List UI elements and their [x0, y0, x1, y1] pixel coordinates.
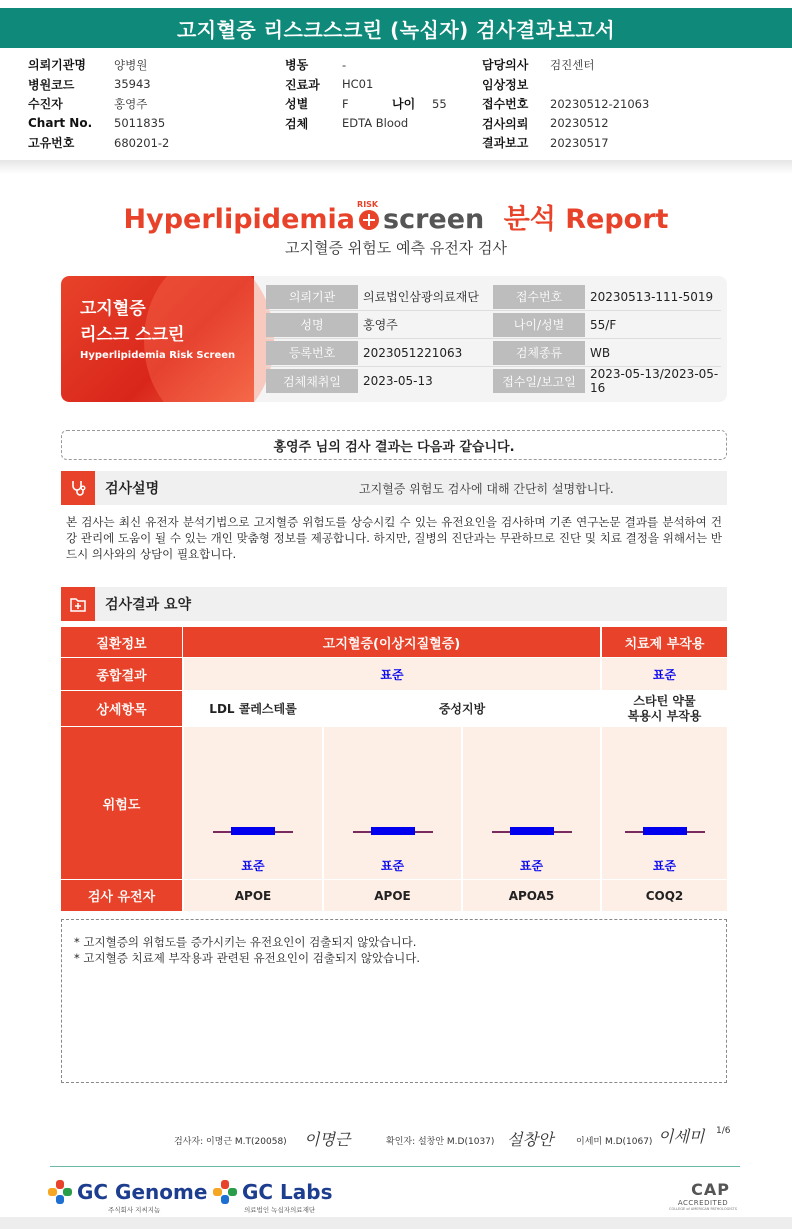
info-value: 홍영주: [363, 318, 398, 332]
header-label: 담당의사: [482, 58, 529, 73]
report-logo: [0, 197, 792, 236]
info-label: 검체채취일: [266, 369, 358, 393]
gc-cross-icon: [213, 1180, 237, 1204]
info-label: 등록번호: [266, 341, 358, 365]
header-value: 양병원: [114, 57, 148, 72]
header-value: 680201-2: [114, 135, 170, 150]
brand-subtitle: 의료법인 녹십자의료재단: [244, 1206, 316, 1214]
side-effect-header: 치료제 부작용: [600, 627, 727, 658]
header-label: 검체: [285, 116, 309, 131]
risk-gauge: [353, 831, 433, 833]
page-number: 1/6: [716, 1126, 731, 1136]
info-value: 55/F: [590, 317, 617, 332]
logo-report: 분석 Report: [503, 204, 669, 235]
banner-title-en: Hyperlipidemia Risk Screen: [80, 350, 236, 361]
header-col-2: [285, 55, 447, 133]
cap-org: COLLEGE of AMERICAN PATHOLOGISTS: [669, 1207, 737, 1211]
risk-gauge: [625, 831, 705, 833]
header-label: Chart No.: [28, 116, 93, 131]
risk-gauge: [213, 831, 293, 833]
logo-risk: RISK: [357, 200, 379, 209]
tester-info: 검사자: 이명근 M.T(20058): [174, 1137, 287, 1147]
risk-gauge-level: [510, 827, 554, 835]
patient-info-table: [266, 283, 721, 395]
result-notes: [61, 919, 727, 1083]
overall-result-main: 표준: [182, 658, 600, 691]
detail-statin: [600, 691, 727, 727]
header-label: 수진자: [28, 97, 63, 112]
header-label: 의뢰기관명: [28, 58, 86, 73]
header-label: 임상정보: [482, 77, 529, 92]
info-label: 접수일/보고일: [493, 369, 585, 393]
header-label: 결과보고: [482, 136, 529, 151]
header-divider: [0, 160, 792, 174]
header-value: 35943: [114, 77, 151, 92]
third-signature: 이세미: [658, 1127, 705, 1146]
header-value: 20230512-21063: [550, 96, 650, 111]
risk-cell: [600, 727, 727, 880]
header-value: HC01: [342, 77, 374, 92]
risk-label: 표준: [380, 859, 405, 873]
result-summary-table: [61, 627, 727, 912]
table-row: [61, 627, 727, 658]
gc-labs-logo: [213, 1180, 333, 1204]
confirmer-signature: 설창안: [507, 1130, 554, 1149]
third-signer-info: 이세미 M.D(1067): [576, 1137, 653, 1147]
info-label: 성명: [266, 313, 358, 337]
header-value: 20230517: [550, 135, 609, 150]
patient-info-row: [266, 367, 721, 395]
table-row: [61, 727, 727, 880]
info-label: 나이/성별: [493, 313, 585, 337]
header-label: 병동: [285, 58, 309, 73]
risk-gauge-level: [371, 827, 415, 835]
header-value: 5011835: [114, 116, 166, 131]
note-line: * 고지혈증의 위험도를 증가시키는 유전요인이 검출되지 않았습니다.: [74, 935, 417, 949]
brand-name: GC Labs: [242, 1180, 333, 1204]
header-value: EDTA Blood: [342, 116, 409, 131]
header-label: 검사의뢰: [482, 116, 529, 131]
risk-label: 표준: [652, 859, 677, 873]
table-row: [61, 691, 727, 727]
gc-cross-icon: [48, 1180, 72, 1204]
cap-accredited: ACCREDITED: [677, 1199, 729, 1207]
age-value: 55: [432, 96, 447, 111]
confirmer-info: 확인자: 설창안 M.D(1037): [386, 1137, 495, 1147]
gene-cell: APOA5: [461, 880, 600, 912]
detail-statin-line-1: 스타틴 약물: [633, 693, 696, 708]
section-result-summary: [61, 587, 727, 621]
patient-info-row: [266, 283, 721, 311]
overall-result-side: 표준: [600, 658, 727, 691]
footer-divider: [50, 1166, 740, 1167]
patient-card: [61, 276, 727, 402]
report-title: 고지혈증 리스크스크린 (녹십자) 검사결과보고서: [0, 8, 792, 48]
patient-info-row: [266, 339, 721, 367]
risk-cell: [322, 727, 461, 880]
row-label: 검사 유전자: [61, 880, 182, 912]
logo-screen: screen: [383, 204, 485, 235]
brand-name: GC Genome: [77, 1180, 208, 1204]
row-label: 질환정보: [61, 627, 182, 658]
header-label: 고유번호: [28, 136, 75, 151]
section-description: 고지혈증 위험도 검사에 대해 간단히 설명합니다.: [359, 481, 614, 496]
header-col-3: [482, 55, 649, 153]
row-label: 위험도: [61, 727, 182, 880]
info-label: 검체종류: [493, 341, 585, 365]
header-col-1: [28, 55, 169, 153]
cap-title: CAP: [691, 1180, 730, 1199]
detail-ldl: LDL 콜레스테롤: [182, 691, 322, 727]
section-test-description: [61, 471, 727, 505]
risk-gauge-level: [643, 827, 687, 835]
header-label: 병원코드: [28, 77, 75, 92]
age-label: 나이: [392, 97, 416, 112]
table-row: [61, 658, 727, 691]
cap-accredited-logo: [668, 1180, 738, 1211]
info-label: 접수번호: [493, 285, 585, 309]
header-value: 검진센터: [550, 57, 595, 72]
brand-subtitle: 주식회사 지씨지놈: [108, 1206, 161, 1214]
info-value: 2023-05-13: [363, 374, 433, 388]
info-value: 2023-05-13/2023-05-16: [590, 367, 719, 395]
section-title: 검사결과 요약: [105, 597, 192, 613]
result-statement: 홍영주 님의 검사 결과는 다음과 같습니다.: [61, 430, 727, 460]
risk-plus-icon: [357, 200, 379, 230]
info-value: WB: [590, 345, 611, 360]
section-title: 검사설명: [105, 481, 160, 497]
risk-gauge: [492, 831, 572, 833]
header-value: F: [342, 96, 349, 111]
product-banner: [61, 276, 254, 402]
row-label: 종합결과: [61, 658, 182, 691]
header-label: 성별: [285, 97, 309, 112]
patient-info-row: [266, 311, 721, 339]
medical-folder-icon: [61, 587, 95, 621]
risk-cell: [182, 727, 322, 880]
banner-title-1: 고지혈증: [80, 299, 146, 319]
report-subtitle: 고지혈증 위험도 예측 유전자 검사: [285, 239, 507, 257]
info-label: 의뢰기관: [266, 285, 358, 309]
bottom-strip: [0, 1217, 792, 1229]
row-label: 상세항목: [61, 691, 182, 727]
risk-gauge-level: [231, 827, 275, 835]
gene-cell: COQ2: [600, 880, 727, 912]
header-label: 진료과: [285, 77, 320, 92]
stethoscope-icon: [61, 471, 95, 505]
table-row: [61, 880, 727, 912]
risk-label: 표준: [241, 859, 265, 873]
tester-signature: 이명근: [304, 1130, 351, 1149]
gene-cell: APOE: [182, 880, 322, 912]
header-label: 접수번호: [482, 97, 529, 112]
risk-label: 표준: [519, 859, 544, 873]
banner-title-2: 리스크 스크린: [80, 325, 185, 345]
info-value: 의료법인삼광의료재단: [363, 290, 479, 304]
risk-cell: [461, 727, 600, 880]
note-line: * 고지혈증 치료제 부작용과 관련된 유전요인이 검출되지 않았습니다.: [74, 951, 421, 965]
detail-statin-line-2: 복용시 부작용: [627, 708, 702, 723]
header-value: -: [342, 57, 347, 72]
info-value: 2023051221063: [363, 345, 463, 360]
info-value: 20230513-111-5019: [590, 289, 714, 304]
logo-hyperlipidemia: Hyperlipidemia: [123, 204, 356, 235]
header-value: 20230512: [550, 116, 609, 131]
detail-triglyceride: 중성지방: [322, 691, 600, 727]
test-description-text: 본 검사는 최신 유전자 분석기법으로 고지혈증 위험도를 상승시킬 수 있는 유전요인을 검사하며 기존 연구논문 결과를 분석하여 건강 관리에 도움이 될 수 있는 개인 맞춤형 정보를 제공합니다. 하지만, 질병의 진단과는 무관하므로 진단 및 치료 결정을 위해서는 반드시 의사와의 상담이 필요합니다.: [66, 515, 722, 561]
gc-genome-logo: [48, 1180, 207, 1204]
gene-cell: APOE: [322, 880, 461, 912]
header-value: 홍영주: [114, 96, 148, 111]
disease-header: 고지혈증(이상지질혈증): [182, 627, 600, 658]
